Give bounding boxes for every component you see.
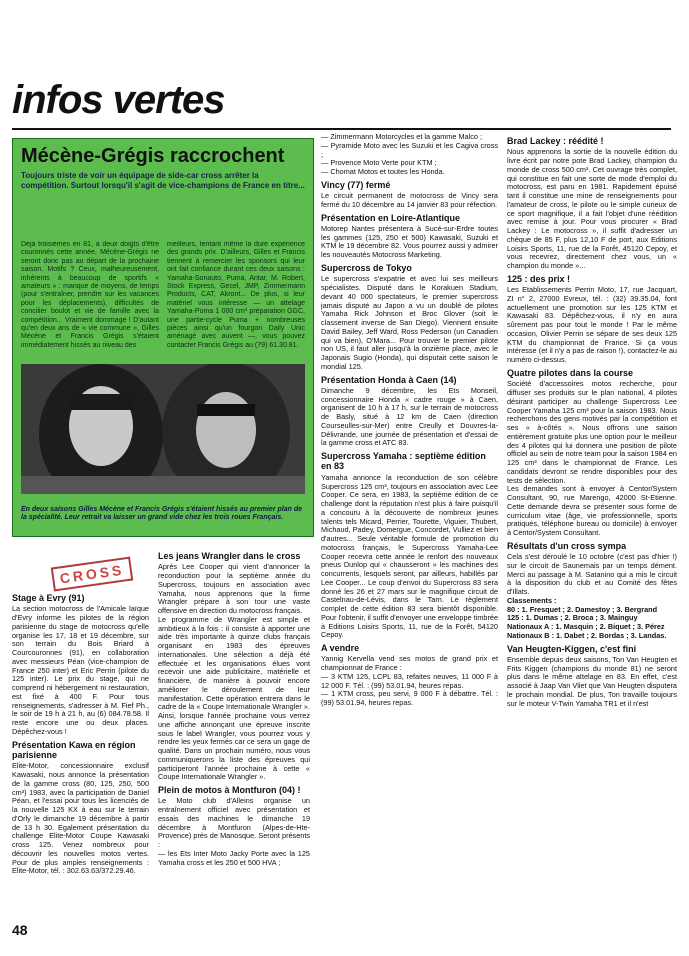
article-resultats: Cela s'est déroulé le 10 octobre (c'est pas d'hier !) sur le circuit de Saunemais par un temps dément. Merci au passage à M. Satanino qui a mis le circuit à la disposition du club et au Comité des fêtes d'Illats.: [507, 552, 677, 597]
heading-kawa: Présentation Kawa en région parisienne: [12, 739, 136, 760]
riders-photo-icon: [21, 364, 305, 494]
heading-supercross: Supercross Yamaha : septième édition en 83: [321, 451, 486, 472]
column-2: [158, 548, 310, 943]
article-montfuron-list: — les Ets Inter Moto Jacky Porte avec la 125 Yamaha cross et les 250 et 500 HVA ;: [158, 848, 310, 867]
feature-box: [12, 138, 314, 537]
feature-headline: Mécène-Grégis raccrochent: [21, 145, 285, 167]
heading-van-heugten: Van Heugten-Kiggen, c'est fini: [507, 643, 637, 654]
article-vincy: Le circuit permanent de motocross de Vincy sera fermé du 10 décembre au 14 janvier 83 pour réfection.: [321, 191, 498, 209]
heading-montfuron: Plein de motos à Montfuron (04) !: [158, 785, 301, 796]
title-rule: [12, 128, 671, 130]
feature-caption: En deux saisons Gilles Mécène et Francis Grégis s'étaient hissés au premier plan de la spécialité. Leur retrait va laisser un grand vide chez les trois roues Français.: [21, 506, 302, 522]
feature-lead: Toujours triste de voir un équipage de side-car cross arrêter la compétition. Surtout lorsqu'il s'agit de vice-champions de France en titre...: [21, 171, 305, 190]
heading-quatre-pilotes: Quatre pilotes dans la course: [507, 367, 634, 378]
heading-brad-lackey: Brad Lackey : réédité !: [507, 136, 604, 146]
heading-a-vendre: A vendre: [321, 643, 360, 654]
article-quatre-pilotes: Société d'accessoires motos recherche, pour diffuser ses produits sur le plan national, 4 pilotes désirant participer au challenge Supercross Lee Cooper Yamaha 125 cm³ pour la saison 1983. Nous recherchons des gens motivés par la compétition et ses « à-côtés ». Nous offrons une saison entièrement gratuite plus une option pour le meilleur des 4 pilotes qui lui donnera une position de pilote officiel au sein de notre team pour la saison 1984 en 125 cm³ dans le championnat de France. Les candidats devront se rendre disponibles pour des tests de sélection.: [507, 379, 677, 485]
article-supercross: Yamaha annonce la reconduction de son célèbre Supercross 125 cm³, toujours en association avec Lee Cooper. Ce sera, en 1983, la septième édition de ce challenge dont la réputation n'est plus à faire puisqu'il a concouru à la découverte de nombreux jeunes talents tels Micard, Perrier, Tourette, Viguier, Thubert, Michaud, Padey, Domergue, Concordet, Vulliez et bien d'autres... Seule véritable formule de promotion du motocross français, le Supercross Yamaha-Lee Cooper recevra cette année le renfort des nouveaux pneus Dunlop qui « chausseront » les machines des concurrents, lesquels seront, par ailleurs, habillés par Lee Cooper... Le coup d'envoi du Supercross 83 sera donné les 26 et 27 mars sur le magnifique circuit de Castelnau-de-Lévis, dans le Tarn. Le règlement complet de cette édition 83 sera bientôt disponible. Pour l'obtenir, il suffit d'envoyer une enveloppe timbrée à Editions Loisirs Sports, 11, rue de la Forêt, 54120 Cepoy.: [321, 472, 498, 640]
page-number: 48: [12, 922, 28, 938]
heading-125-prix: 125 : des prix !: [507, 273, 571, 284]
heading-wrangler: Les jeans Wrangler dans le cross: [158, 551, 301, 561]
heading-loire: Présentation en Loire-Atlantique: [321, 212, 461, 223]
heading-stage-evry: Stage à Evry (91): [12, 593, 85, 603]
article-classements: Classements : 80 : 1. Fresquet ; 2. Damestoy ; 3. Bergrand 125 : 1. Dumas ; 2. Broca ; 3. Mainguy Nationaux A : 1. Masquin ; 2. Biquet ; 3. Pérez Nationaux B : 1. Dabet ; 2. Bordas ; 3. Landas.: [507, 595, 667, 640]
article-wrangler-body: Le programme de Wrangler est simple et ambitieux à la fois : il consiste à apporter une aide très importante à quinze clubs français organisant en 1983 des épreuves internationales. Une sélection a déjà été effectuée et les organisations élues vont recevoir une aide publicitaire, matérielle et financière, de manière à pouvoir encore améliorer le déroulement de leur manifestation. Cette opération entrera dans le cadre de la « Coupe Internationale Wrangler ». Ainsi, lorsque l'année prochaine vous verrez une affiche annonçant une épreuve inscrite sous le label Wrangler, vous pourrez vous y rendre les yeux fermés car ce sera un gage de qualité. Dans un prochain numéro, nous vous communiquerons la liste des épreuves qui participeront l'année prochaine à cette « Coupe Internationale Wrangler ».: [158, 614, 310, 782]
cross-stamp: CROSS: [51, 557, 134, 592]
article-tokyo: Le supercross s'expatrie et avec lui ses meilleurs spécialistes. Disputé dans le Korakuen Stadium, devant 40 000 spectateurs, le premier supercross jamais disputé au Japon a vu un doublé de pilotes Yamaha Rick Johnson et Broc Glover (soit le classement inverse de San Diego). Viennent ensuite David Bailey, Jeff Ward, Ross Pederson (un Canadien qui va bien), O'Mara... Pour trouver le premier pilote non US, il faut aller jusqu'à la onzième place, avec le Japonais Sugio (Honda), qui disputait cette saison le mondial 125.: [321, 274, 498, 371]
heading-vincy: Vincy (77) fermé: [321, 179, 391, 190]
heading-honda-caen: Présentation Honda à Caen (14): [321, 374, 457, 385]
article-wrangler-intro: Après Lee Cooper qui vient d'annoncer la reconduction pour la septième année du Supercross, toujours en association avec Yamaha, nous apprenons que la firme Wrangler prépare à son tour une vaste offensive en direction du motocross français.: [158, 562, 310, 616]
heading-resultats: Résultats d'un cross sympa: [507, 540, 627, 551]
article-montfuron: Le Moto club d'Alleins organise un entraînement officiel avec présentation et essais des machines le dimanche 19 décembre à Montfuron (Alpes-de-Hte-Provence) près de Manosque. Seront présents :: [158, 796, 310, 850]
article-van-heugten: Ensemble depuis deux saisons, Ton Van Heugten et Frits Kiggen (champions du monde 81) ne seront plus dans le même attelage en 83. En effet, c'est associé à Jaap Van Vliet que Van Heugten disputera le prochain mondial. De plus, Ton travaille toujours sur le moteur V-Twin Yamaha TR1 et il n'est: [507, 654, 677, 708]
article-125-prix: Les Etablissements Perrin Moto, 17, rue Jacquart, ZI n° 2, 27000 Evreux, tél. : (32) 39.35.04, font actuellement une promotion sur les 125 KTM et Kawasaki 83. Dépêchez-vous, il n'y en aura sûrement pas pour tout le monde ! Par le même occasion, Olivier Perrin se sépare de ses deux 125 KTM du championnat de France. Si ça vous intéresse (et il n'y a pas de raison !), contactez-le au numéro ci-dessus.: [507, 285, 677, 365]
column-1: [12, 590, 149, 915]
article-stage-evry: La section motocross de l'Amicale laïque d'Evry informe les pilotes de la région parisienne du stage de motocross qu'elle organise les 17, 18 et 19 décembre, sur son terrain du Bois Briard à Courcouronnes (91), en collaboration avec messieurs Péan (vice-champion de France 250 inter) et Eric Perrin (pilote du 125 inter). Le prix du stage, qui ne comprend ni hébergement ni restauration, est fixé à 400 F. Pour tous renseignements, s'adresser à M. Fief Ph., le soir de 19 h à 21 h, au (6) 084.78.58. Il reste encore une ou deux places. Dépêchez-vous !: [12, 604, 149, 736]
article-kawa: Elite-Motor, concessionnaire exclusif Kawasaki, nous annonce la présentation de la gamme cross (80, 125, 250, 500 cm³) 1983, avec la participation de Daniel Péan, et l'essai pour tous les licenciés de la nouvelle 125 KX à eau sur le terrain d'Orly le dimanche 19 décembre à partir de 13 h 30. Egalement présentation du challenge Elite-Motor Coupe Kawasaki cross 125. Venez nombreux pour découvrir les nouvelles motos vertes. Pour de plus amples renseignements : Elite-Motor, tél. : 302.63.63/372.29.46.: [12, 761, 149, 876]
column-4: [507, 133, 677, 948]
page-title: infos vertes: [12, 78, 225, 122]
column-3: [321, 133, 498, 948]
feature-photo: [21, 364, 305, 494]
article-quatre-pilotes-2: Les demandes sont à envoyer à Centor/System Consultant, 90, rue Marengo, 42000 St-Etienne. Cette demande devra se présenter sous forme de curriculum vitae (âge, vie professionnelle, sports pratiqués, téléphone bureau ou domicile) à envoyer à Centor/System Consultant.: [507, 484, 677, 538]
article-a-vendre: Yannig Kervella vend ses motos de grand prix et championnat de France : — 3 KTM 125, LCPL 83, refaites neuves, 11 000 F à 12 000 F. Tél. : (99) 53.01.94, heures repas. — 1 KTM cross, peu servi, 9 000 F à débattre. Tél. : (99) 53.01.94, heures repas.: [321, 654, 498, 708]
article-loire: Motorep Nantes présentera à Sucé-sur-Erdre toutes les gammes (125, 250 et 500) Kawasaki, Suzuki et KTM le 19 décembre 82. Vous pourrez aussi y admirer les nouveautés Motocross Marketing.: [321, 223, 498, 260]
article-honda-caen: Dimanche 9 décembre, les Ets Monseil, concessionnaire Honda « cadre rouge » à Caen, organisent de 10 h à 17 h, sur le terrain de motocross de Basly, situé à 12 km de Caen (direction Courseulles-sur-Mer) entre Creully et Douvres-la-Délivrande, une journée de présentation et d'essai de la gamme cross et ATC 83.: [321, 385, 498, 448]
feature-column-1: Déjà troisièmes en 81, à deux doigts d'être couronnés cette année, Mécène-Grégis ne seront donc pas au départ de la prochaine saison. Motifs ? Ceux, malheureusement, inhérents à beaucoup de sportifs « amateurs » : manque de moyens, de temps (pour s'entraîner, prendre sur les vacances pour les déplacements), difficultés de concilier boulot et vie de famille avec la compétition... Vraiment dommage ! D'autant qu'en deux ans de « vie commune », Gilles Mécène et Francis Grégis s'étaient immédiatement hissés au niveau des: [21, 241, 159, 349]
heading-tokyo: Supercross de Tokyo: [321, 262, 412, 273]
montfuron-list-continued: — Zimmermann Motorcycles et la gamme Malco ; — Pyramide Moto avec les Suzuki et les Cagiva cross ; — Provence Moto Verte pour KTM ; — Chomat Motos et toutes les Honda.: [321, 133, 498, 176]
feature-column-2: meilleurs, tentant même la dure expérience des grands prix. D'ailleurs, Gilles et Francis tiennent à remercier les sponsors qui leur ont fait confiance durant ces deux saisons : Yamaha-Sonauto, Puma, Antar, M. Robert, Stock Express, Gecel, JMP, Zimmermann Products, CAT, Akront... De plus, si leur matériel vous intéresse — un attelage Yamaha-Puma 1 000 cm³ préparation GGC, une partie-cycle Puma + nombreuses pièces ainsi qu'un fourgon Daily Unic aménagé avec auvent —, vous pouvez contacter Francis Grégis au (79) 61.30.81.: [167, 241, 305, 349]
article-brad-lackey: Nous apprenons la sortie de la nouvelle édition du livre écrit par notre pote Brad Lackey, champion du monde de cross 500 cm³. Cet ouvrage très complet, qui constitue en fait une sorte de mode d'emploi du motocross, est paru en 1981. Rapidement épuisé tant il constitue une mine de renseignements pour l'amateur de cross, le pilote ou le simple curieux de ce sport magnifique, il a fait l'objet d'une réédition avec remise à jour. Pour vous procurer « Brad Lackey : Le motocross », il suffit d'adresser un chèque de 85 F, plus 12,10 F de port, aux Editions Loisirs Sports, 11, rue de la Forêt, 45120 Cepoy, et vous recevrez, directement chez vous, un « champion du monde »...: [507, 147, 677, 271]
